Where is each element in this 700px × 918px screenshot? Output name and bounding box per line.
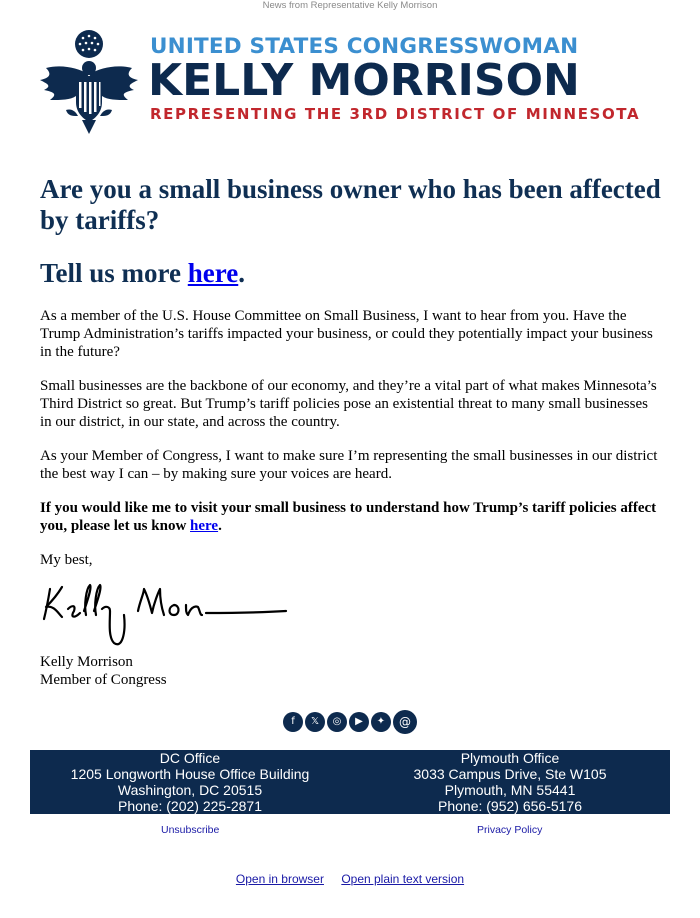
closing-text: My best, (40, 552, 93, 568)
plymouth-office (350, 750, 670, 814)
dc-office-phone: Phone: (202) 225-2871 (118, 798, 262, 814)
paragraph-intro: As a member of the U.S. House Committee on Small Business, I want to hear from you. Have the Trump Administration’s tariffs impacted your business, or could they potentially impact your business in the future? (40, 308, 653, 360)
signer-name: Kelly Morrison (40, 654, 133, 670)
dc-office-title: DC Office (159, 750, 221, 766)
house-seal-logo (32, 24, 146, 138)
paragraph-visit-request (40, 499, 662, 535)
threads-icon[interactable]: @ (393, 710, 417, 734)
headline: Are you a small business owner who has been affected by tariffs? (40, 174, 661, 235)
paragraph-backbone: Small businesses are the backbone of our economy, and they’re a vital part of what makes Minnesota’s Third District so great. But Trump’s tariff policies pose an existential threat to many small businesses in our district, in our state, and across the country. (40, 378, 657, 430)
bluesky-icon[interactable]: ✦ (371, 712, 391, 732)
plymouth-office-title: Plymouth Office (460, 750, 560, 766)
youtube-icon[interactable]: ▶ (349, 712, 369, 732)
dc-office-address-1: 1205 Longworth House Office Building (70, 766, 310, 782)
plymouth-office-address-2: Plymouth, MN 55441 (444, 782, 576, 798)
visit-request-link[interactable]: here (190, 518, 219, 534)
header-title-line: UNITED STATES CONGRESSWOMAN (150, 34, 579, 59)
tell-suffix: . (238, 258, 245, 288)
plymouth-office-address-1: 3033 Campus Drive, Ste W105 (413, 766, 607, 782)
instagram-icon[interactable]: ◎ (327, 712, 347, 732)
paragraph-representing: As your Member of Congress, I want to make sure I’m representing the small businesses in our district the best way I can – by making sure your voices are heard. (40, 448, 658, 482)
social-links (0, 710, 700, 734)
x-icon[interactable]: 𝕏 (305, 712, 325, 732)
email-body (40, 174, 662, 689)
visit-prefix: If you would like me to visit your small business to understand how Trump’s tariff policies affect you, please let us know (40, 500, 657, 534)
survey-link-heading[interactable]: here (187, 258, 239, 288)
facebook-icon[interactable]: f (283, 712, 303, 732)
open-in-browser-link[interactable]: Open in browser (235, 872, 324, 886)
tell-us-more-heading (40, 258, 662, 289)
plain-text-link[interactable]: Open plain text version (341, 872, 465, 886)
tell-prefix: Tell us more (40, 258, 188, 288)
preheader-text: News from Representative Kelly Morrison (262, 0, 438, 11)
view-options (0, 872, 700, 886)
privacy-policy-link[interactable]: Privacy Policy (477, 824, 543, 836)
header-name: KELLY MORRISON (148, 55, 580, 106)
signer-title: Member of Congress (40, 672, 167, 688)
plymouth-office-phone: Phone: (952) 656-5176 (438, 798, 582, 814)
unsubscribe-link[interactable]: Unsubscribe (161, 824, 220, 836)
footer-offices (30, 750, 670, 814)
header-district-line: REPRESENTING THE 3RD DISTRICT OF MINNESOTA (150, 105, 641, 123)
visit-suffix: . (218, 518, 222, 534)
signature-image (40, 575, 290, 653)
dc-office (30, 750, 350, 814)
dc-office-address-2: Washington, DC 20515 (117, 782, 263, 798)
